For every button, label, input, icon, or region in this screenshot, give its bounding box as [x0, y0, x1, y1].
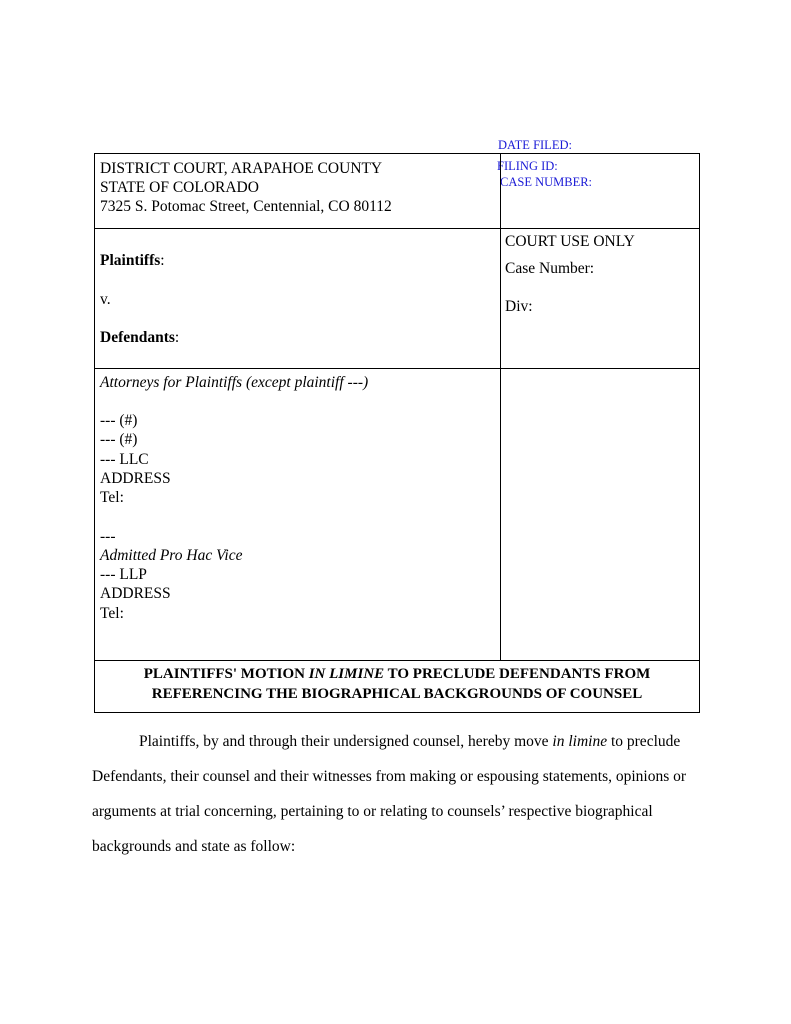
body-line: [139, 733, 680, 751]
attorney-line: --- (#): [100, 412, 138, 429]
defendants-label: [100, 328, 179, 347]
row-divider: [95, 368, 699, 369]
plaintiffs-label: [100, 251, 165, 270]
row-divider: [95, 228, 699, 229]
motion-title-line2: REFERENCING THE BIOGRAPHICAL BACKGROUNDS OF COUNSEL: [151, 686, 643, 702]
attorney-line: --- (#): [100, 431, 138, 448]
case-number-stamp: CASE NUMBER:: [500, 175, 593, 189]
motion-title-italic: IN LIMINE: [308, 666, 385, 682]
defendants-colon: :: [174, 329, 180, 346]
motion-title-post: TO PRECLUDE DEFENDANTS FROM: [384, 666, 651, 682]
defendants-label-text: Defendants: [100, 329, 175, 346]
filing-id-stamp: FILING ID:: [497, 159, 558, 173]
column-divider: [500, 154, 501, 660]
versus-label: v.: [100, 291, 111, 308]
plaintiffs-colon: :: [160, 252, 165, 269]
attorney-second-name: ---: [100, 528, 116, 545]
case-caption-table: [94, 153, 700, 713]
court-use-div: Div:: [505, 298, 533, 315]
body-line: Defendants, their counsel and their witnesses from making or espousing statements, opinions or: [92, 768, 687, 785]
attorney-line: ADDRESS: [100, 470, 171, 487]
body-line: backgrounds and state as follow:: [92, 838, 296, 855]
court-state: STATE OF COLORADO: [100, 179, 259, 196]
attorney-line: ADDRESS: [100, 585, 171, 602]
attorney-line: Tel:: [100, 605, 124, 622]
body-line1-pre: Plaintiffs, by and through their undersigned counsel, hereby move: [139, 733, 553, 750]
attorney-line: Tel:: [100, 489, 124, 506]
court-use-heading: COURT USE ONLY: [505, 233, 635, 250]
attorney-line: --- LLP: [100, 566, 147, 583]
body-line: arguments at trial concerning, pertaining to or relating to counsels’ respective biographical: [92, 803, 653, 820]
court-address: 7325 S. Potomac Street, Centennial, CO 80112: [100, 198, 392, 215]
body-line1-post: to preclude: [607, 733, 681, 750]
motion-title-pre: PLAINTIFFS' MOTION: [143, 666, 309, 682]
plaintiffs-label-text: Plaintiffs: [100, 252, 161, 269]
row-divider: [95, 660, 699, 661]
court-use-case-number: Case Number:: [505, 260, 595, 277]
court-name: DISTRICT COURT, ARAPAHOE COUNTY: [100, 160, 383, 177]
attorney-line: --- LLC: [100, 451, 149, 468]
date-filed-stamp: DATE FILED:: [498, 138, 572, 152]
attorneys-heading: Attorneys for Plaintiffs (except plaintiff ---): [100, 374, 369, 391]
motion-title-line1: [95, 664, 699, 684]
pro-hac-vice-label: Admitted Pro Hac Vice: [100, 547, 243, 564]
body-line1-italic: in limine: [552, 733, 608, 750]
